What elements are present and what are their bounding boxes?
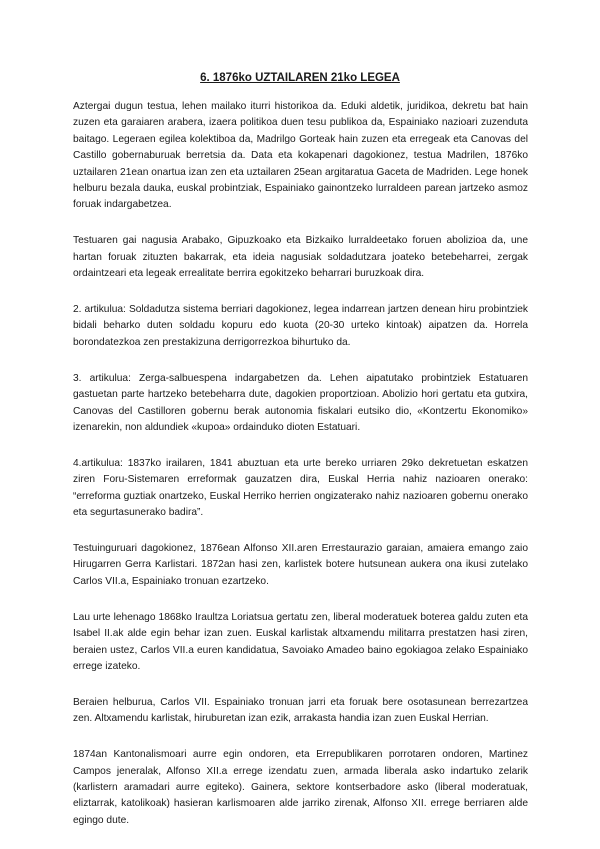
paragraph: 2. artikulua: Soldadutza sistema berriari dagokionez, legea indarrean jartzen denean hiru probintziek bidali beharko duten soldadu kopuru edo kuota (20-30 urteko kintoak) aipatzen da. Horrela borondatezkoa zen prestakizuna derrigorrezkoa bihurtuko da.: [73, 304, 528, 348]
paragraph: 3. artikulua: Zerga-salbuespena indargabetzen da. Lehen aipatutako probintziek Estatuaren gastuetan parte hartzeko betebeharra dute, dagokien proportzioan. Abolizio hori gertatu eta gutxira, Canovas del Castilloren gobernu berak autonomia fiskalari eutsiko dio, «Kontzertu Ekonomiko» izenarekin, non aldundiek «kupoa» ordainduko dioten Estatuari.: [73, 372, 528, 433]
paragraph: Lau urte lehenago 1868ko Iraultza Loriatsua gertatu zen, liberal moderatuek boterea galdu zuten eta Isabel II.ak alde egin behar izan zuen. Euskal karlistak altxamendu militarra prestatzen hasi ziren, beraien ustez, Carlos VII.a euren kandidatua, Savoiako Amadeo baino egokiagoa zelako Espainiako errege izateko.: [73, 611, 528, 672]
paragraph: Aztergai dugun testua, lehen mailako iturri historikoa da. Eduki aldetik, juridikoa, dekretu bat hain zuzen eta garaiaren arabera, izaera politikoa duen tesu publikoa da, Espainiako nazioari zuzenduta baitago. Legeraen egilea kolektiboa da, Madrilgo Gorteak hain zuzen eta erregeak eta Canovas del Castillo gobernaburuak berretsia da. Data eta kokapenari dagokionez, testua Madrilen, 1876ko uztailaren 21ean onartua izan zen eta uztailaren 25ean argitaratua Gaceta de Madriden. Lege honek helburu bezala dauka, euskal probintziak, Espainiako gainontzeko lurraldeen parean jartzeko asmoz foruak indargabetzea.: [73, 101, 528, 211]
paragraph: Beraien helburua, Carlos VII. Espainiako tronuan jarri eta foruak bere osotasunean berrezartzea zen. Altxamendu karlistak, hiruburetan izan ezik, arrakasta handia izan zuen Euskal Herrian.: [73, 696, 528, 725]
paragraph: Testuaren gai nagusia Arabako, Gipuzkoako eta Bizkaiko lurraldeetako foruen abolizioa da, une hartan foruak zituzten bakarrak, eta ideia nagusiak soldadutzara joateko betebeharrei, zergak ordaintzeari eta legeak errealitate berrira egokitzeko beharrari buruzkoak dira.: [73, 235, 528, 280]
paragraph: 1874an Kantonalismoari aurre egin ondoren, eta Errepublikaren porrotaren ondoren, Martinez Campos jeneralak, Alfonso XII.a errege izendatu zuen, armada liberala asko indartuko zelarik (karlistern aramadari aurre egiteko). Gainera, sektore kontserbadore asko (liberal moderatuak, eliztarrak, katolikoak) hasieran karlismoaren alde jarriko zirenak, Alfonso XII. errege berriaren alde egingo dute.: [73, 749, 528, 826]
paragraph: Testuinguruari dagokionez, 1876ean Alfonso XII.aren Errestaurazio garaian, amaiera emango zaio Hirugarren Gerra Karlistari. 1872an hasi zen, karlistek botere hutsunean aukera ona ikusi zutelako Carlos VII.a, Espainiako tronuan ezartzeko.: [73, 543, 528, 587]
document-title: 6. 1876ko UZTAILAREN 21ko LEGEA: [200, 72, 400, 84]
paragraph: 4.artikulua: 1837ko irailaren, 1841 abuztuan eta urte bereko urriaren 29ko dekretuetan eskatzen ziren Foru-Sistemaren erreformak gauzatzen dira, Euskal Herria nahiz nazioaren onerako: “erreforma guztiak onartzeko, Euskal Herriko herrien ongizaterako nahiz nazioaren gobernu onerako eta segurtasunerako badira”.: [73, 457, 528, 519]
document-body: [73, 99, 528, 849]
